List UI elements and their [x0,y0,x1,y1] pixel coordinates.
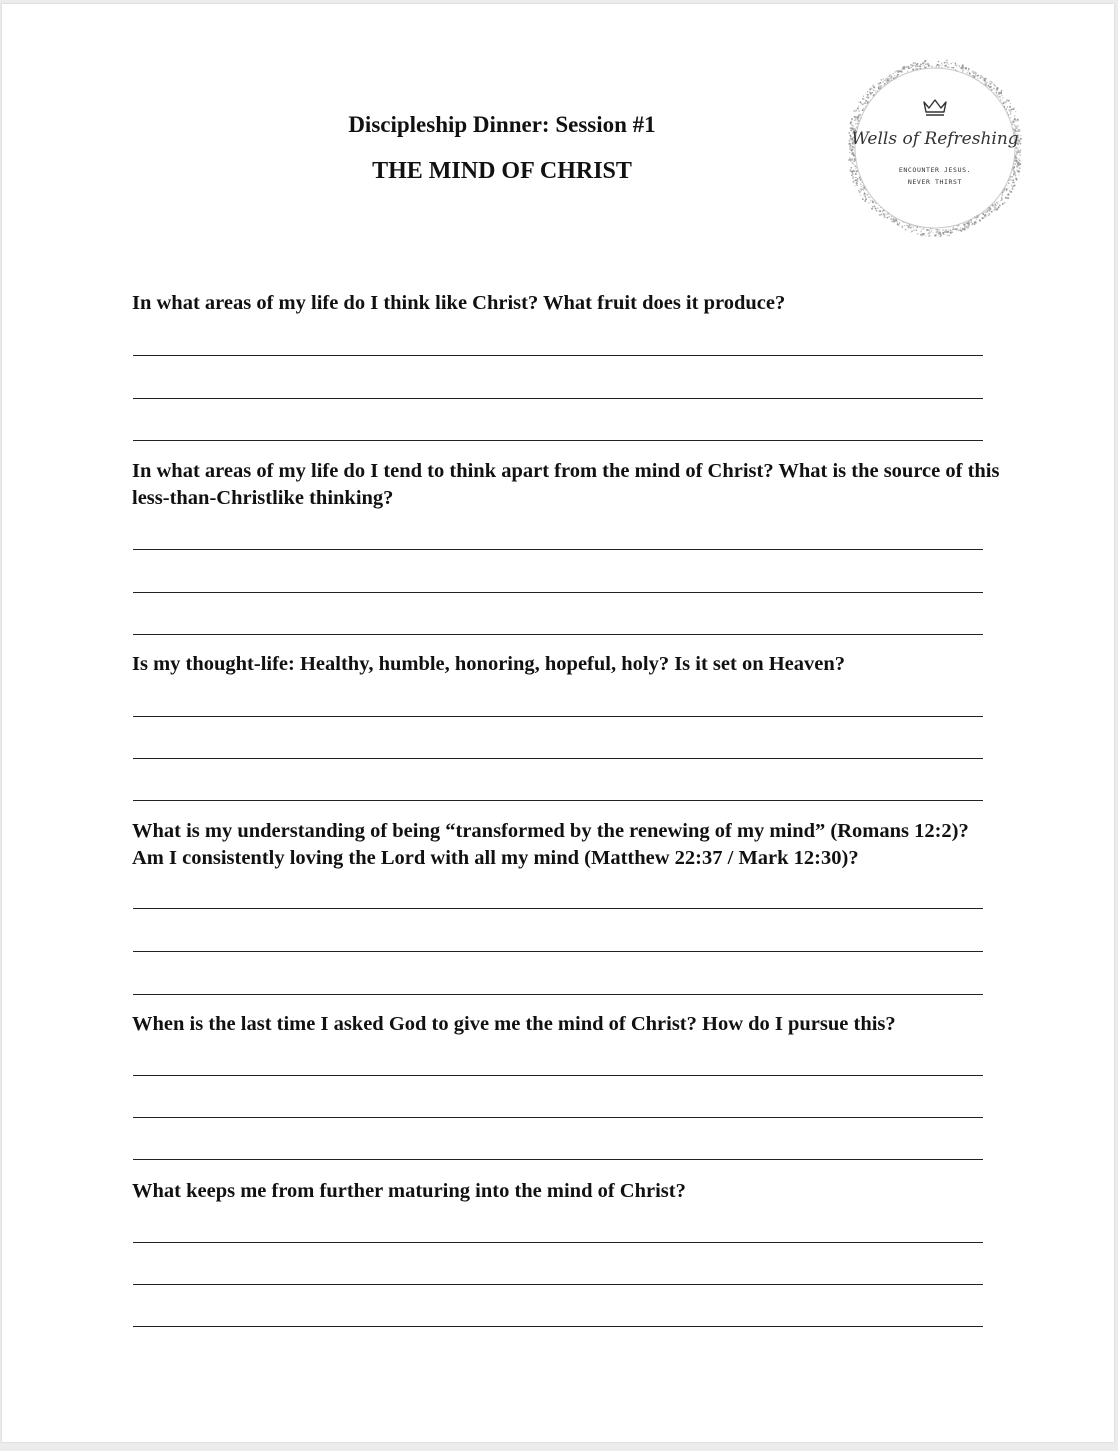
answer-line[interactable] [133,908,983,909]
answer-line[interactable] [133,634,983,635]
answer-line[interactable] [133,994,983,995]
question-2: In what areas of my life do I tend to think apart from the mind of Christ? What is the source of this less-than-Christlike thinking? [132,460,1000,509]
answer-line[interactable] [133,440,983,441]
logo-script-text: Wells of Refreshing [851,129,1019,149]
question-5: When is the last time I asked God to give me the mind of Christ? How do I pursue this? [132,1013,896,1035]
answer-line[interactable] [133,1284,983,1285]
wells-of-refreshing-logo [845,58,1025,238]
page-title: Discipleship Dinner: Session #1 [348,112,656,137]
logo-tagline-2: NEVER THIRST [907,178,963,186]
page-subtitle: THE MIND OF CHRIST [372,158,632,184]
answer-line[interactable] [133,951,983,952]
answer-line[interactable] [133,758,983,759]
answer-line[interactable] [133,1117,983,1118]
answer-line[interactable] [133,800,983,801]
answer-line[interactable] [133,1159,983,1160]
worksheet-page [2,4,1114,1442]
answer-line[interactable] [133,355,983,356]
answer-line[interactable] [133,716,983,717]
answer-line[interactable] [133,398,983,399]
answer-line[interactable] [133,1326,983,1327]
question-6: What keeps me from further maturing into the mind of Christ? [132,1180,686,1202]
question-1: In what areas of my life do I think like Christ? What fruit does it produce? [132,292,786,314]
question-4: What is my understanding of being “transformed by the renewing of my mind” (Romans 12:2)? Am I consistently loving the Lord with all my mind (Matthew 22:37 / Mark 12:30)? [132,820,969,869]
answer-line[interactable] [133,549,983,550]
logo-tagline-1: ENCOUNTER JESUS. [898,166,972,174]
answer-line[interactable] [133,592,983,593]
question-3: Is my thought-life: Healthy, humble, honoring, hopeful, holy? Is it set on Heaven? [132,653,846,675]
answer-line[interactable] [133,1075,983,1076]
answer-line[interactable] [133,1242,983,1243]
